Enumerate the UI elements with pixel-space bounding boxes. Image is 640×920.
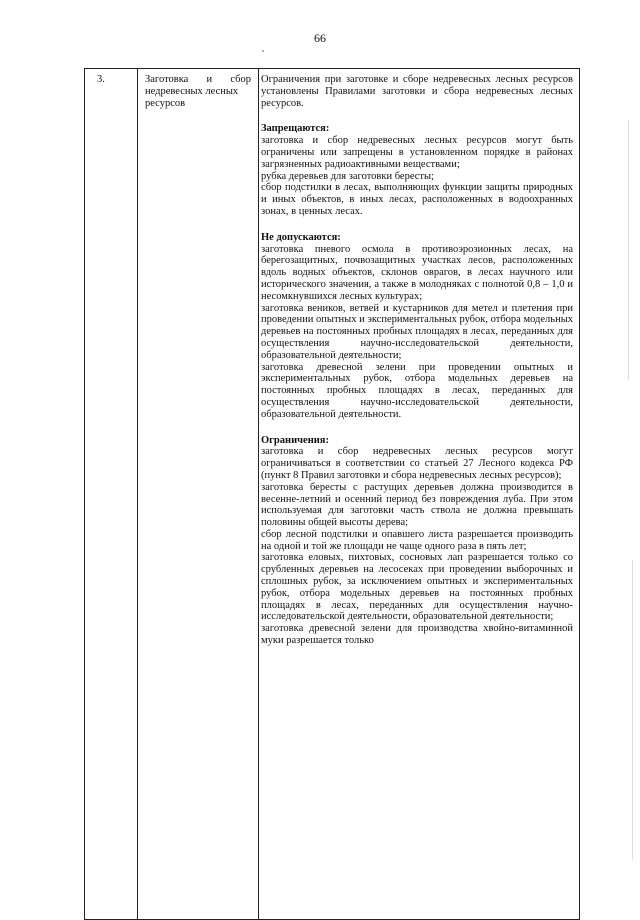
restrictions-item: заготовка и сбор недревесных лесных ресурсов могут ограничиваться в соответствии со статьей 27 Лесного кодекса РФ (пункт 8 Правил заготовки и сбора недревесных лесных ресурсов); bbox=[261, 446, 573, 481]
restrictions-item: заготовка еловых, пихтовых, сосновых лап разрешается только со срубленных деревьев на лесосеках при проведении выборочных и сплошных рубок, за исключением опытных и экспериментальных рубок, отбора модельных деревьев на постоянных пробных площадях в лесах, переданных для осуществления научно-исследовательской деятельности, образовательной деятельности; bbox=[261, 552, 573, 623]
restrictions-heading: Ограничения: bbox=[261, 434, 329, 446]
scan-artifact bbox=[632, 560, 633, 860]
restrictions-item: заготовка древесной зелени для производства хвойно-витаминной муки разрешается только bbox=[261, 623, 573, 647]
page-number: 66 bbox=[314, 31, 326, 45]
forbidden-item: сбор подстилки в лесах, выполняющих функции защиты природных и иных объектов, в иных лесах, расположенных в водоохранных зонах, в ценных лесах. bbox=[261, 182, 573, 217]
not-allowed-item: заготовка веников, ветвей и кустарников для метел и плетения при проведении опытных и экспериментальных рубок, отбора модельных деревьев на постоянных пробных площадях в лесах, переданных для осуществления научно-исследовательской деятельности, образовательной деятельности; bbox=[261, 302, 573, 361]
column-divider bbox=[137, 69, 138, 919]
forbidden-item: заготовка и сбор недревесных лесных ресурсов могут быть ограничены или запрещены в установленном порядке в районах загрязненных радиоактивными веществами; bbox=[261, 135, 573, 170]
resource-name-line bbox=[145, 74, 251, 86]
column-divider bbox=[258, 69, 259, 919]
resource-name-line: недревесных лесных bbox=[145, 86, 239, 97]
restrictions-content bbox=[261, 74, 573, 647]
scan-artifact bbox=[628, 120, 629, 380]
resource-name-word: и bbox=[206, 74, 213, 85]
forbidden-item: рубка деревьев для заготовки бересты; bbox=[261, 170, 434, 182]
row-index: 3. bbox=[97, 74, 105, 85]
regulations-table bbox=[84, 68, 580, 920]
scan-artifact bbox=[262, 50, 264, 52]
resource-name-word: сбор bbox=[230, 74, 251, 85]
not-allowed-item: заготовка пневого осмола в противоэрозионных лесах, на берегозащитных, почвозащитных участках лесов, расположенных вдоль водных объектов, склонов оврагов, в лесах научного или исторического значения, а также в молодняках с полнотой 0,8 – 1,0 и несомкнувшихся лесных культурах; bbox=[261, 243, 573, 302]
resource-name-line: ресурсов bbox=[145, 98, 186, 109]
resource-name-word: Заготовка bbox=[145, 74, 189, 85]
restrictions-item: заготовка бересты с растущих деревьев должна производится в весенне-летний и осенний период без повреждения луба. При этом используемая для заготовки часть ствола не должна превышать половины общей высоты дерева; bbox=[261, 481, 573, 529]
not-allowed-heading: Не допускаются: bbox=[261, 231, 341, 243]
restrictions-item: сбор лесной подстилки и опавшего листа разрешается производить на одной и той же площади не чаще одного раза в пять лет; bbox=[261, 528, 573, 552]
forbidden-heading: Запрещаются: bbox=[261, 123, 330, 135]
not-allowed-item: заготовка древесной зелени при проведении опытных и экспериментальных рубок, отбора модельных деревьев на постоянных пробных площадях в лесах, переданных для осуществления научно-исследовательской деятельности, образовательной деятельности. bbox=[261, 361, 573, 420]
intro-paragraph: Ограничения при заготовке и сборе недревесных лесных ресурсов установлены Правилами заготовки и сбора недревесных лесных ресурсов. bbox=[261, 74, 573, 109]
resource-name-cell bbox=[145, 74, 251, 110]
